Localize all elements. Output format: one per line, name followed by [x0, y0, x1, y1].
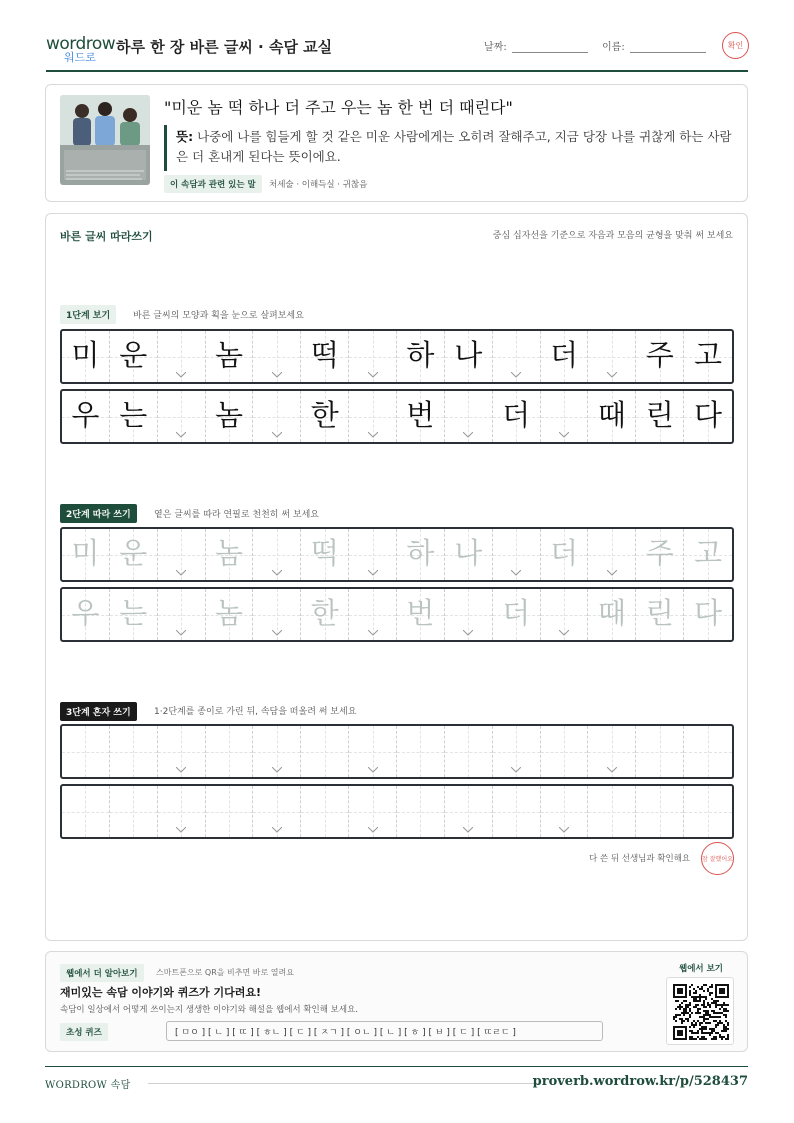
grid-char: 우 — [71, 596, 100, 630]
space-mark-icon — [463, 827, 473, 833]
grid-cell — [541, 331, 589, 382]
grid-char: 고 — [694, 536, 723, 570]
footer-brand: WORDROW 속담 — [45, 1080, 131, 1091]
grid-cell — [684, 331, 732, 382]
grid-cell — [158, 589, 206, 640]
footer-divider — [45, 1066, 748, 1067]
grid-char: 번 — [406, 398, 435, 432]
grid-cell — [62, 589, 110, 640]
grid-cell — [397, 589, 445, 640]
grid-cell — [493, 331, 541, 382]
grid-char: 주 — [645, 338, 674, 372]
space-mark-icon — [368, 372, 378, 378]
grid-cell — [684, 391, 732, 442]
proverb-illustration — [60, 95, 150, 185]
grid-char: 우 — [71, 398, 100, 432]
space-mark-icon — [607, 570, 617, 576]
page-title: 하루 한 장 바른 글씨 · 속담 교실 — [116, 38, 333, 56]
grid-cell — [636, 529, 684, 580]
grid-char: 더 — [549, 536, 578, 570]
step2-desc: 옅은 글씨를 따라 연필로 천천히 써 보세요 — [154, 510, 319, 520]
related-label: 이 속담과 관련 있는 말 — [164, 175, 262, 193]
name-field[interactable] — [630, 52, 706, 53]
grid-cell — [588, 529, 636, 580]
grid-cell — [206, 331, 254, 382]
grid-char: 떡 — [310, 536, 339, 570]
grid-cell — [493, 391, 541, 442]
well-done-stamp: 참 잘했어요 — [701, 842, 734, 875]
space-mark-icon — [463, 432, 473, 438]
grid-cell — [206, 786, 254, 837]
space-mark-icon — [368, 432, 378, 438]
space-mark-icon — [176, 570, 186, 576]
grid-cell — [62, 331, 110, 382]
footer-url[interactable]: proverb.wordrow.kr/p/528437 — [532, 1074, 748, 1089]
qr-code-icon — [673, 984, 729, 1040]
grid-cell — [110, 589, 158, 640]
grid-cell — [110, 391, 158, 442]
grid-char: 더 — [549, 338, 578, 372]
proverb-text: "미운 놈 떡 하나 더 주고 우는 놈 한 번 더 때린다" — [164, 98, 513, 117]
space-mark-icon — [272, 432, 282, 438]
grid-cell — [445, 726, 493, 777]
space-mark-icon — [272, 630, 282, 636]
grid-cell — [253, 726, 301, 777]
grid-char: 하 — [406, 536, 435, 570]
grid-cell — [253, 391, 301, 442]
grid-char: 운 — [119, 338, 148, 372]
practice-title: 바른 글씨 따라쓰기 — [60, 230, 153, 243]
grid-cell — [445, 529, 493, 580]
grid-char: 놈 — [214, 398, 243, 432]
space-mark-icon — [463, 630, 473, 636]
grid-cell — [158, 786, 206, 837]
grid-cell — [253, 589, 301, 640]
web-description: 속담이 일상에서 어떻게 쓰이는지 생생한 이야기와 해설을 웹에서 확인해 보세요. — [60, 1005, 358, 1015]
space-mark-icon — [368, 827, 378, 833]
space-mark-icon — [607, 767, 617, 773]
space-mark-icon — [272, 827, 282, 833]
grid-cell — [541, 726, 589, 777]
grid-cell — [206, 529, 254, 580]
web-more-tag: 웹에서 더 알아보기 — [60, 964, 144, 982]
grid-cell — [541, 529, 589, 580]
grid-cell — [397, 391, 445, 442]
grid-cell — [158, 331, 206, 382]
step1-desc: 바른 글씨의 모양과 획을 눈으로 살펴보세요 — [133, 311, 304, 321]
date-field[interactable] — [512, 52, 588, 53]
grid-cell — [493, 589, 541, 640]
grid-char: 더 — [502, 398, 531, 432]
space-mark-icon — [511, 570, 521, 576]
meaning-label: 뜻: — [176, 129, 194, 144]
grid-cell — [158, 726, 206, 777]
step3-line2[interactable] — [60, 784, 734, 839]
step1-line2 — [60, 389, 734, 444]
grid-cell — [397, 786, 445, 837]
grid-cell — [397, 726, 445, 777]
grid-cell — [397, 529, 445, 580]
check-instruction: 다 쓴 뒤 선생님과 확인해요 — [589, 854, 691, 864]
grid-cell — [541, 786, 589, 837]
grid-char: 더 — [502, 596, 531, 630]
step2-line1[interactable] — [60, 527, 734, 582]
space-mark-icon — [559, 827, 569, 833]
grid-cell — [588, 391, 636, 442]
grid-cell — [110, 331, 158, 382]
grid-cell — [206, 391, 254, 442]
space-mark-icon — [272, 767, 282, 773]
space-mark-icon — [272, 372, 282, 378]
grid-cell — [684, 589, 732, 640]
grid-cell — [397, 331, 445, 382]
grid-cell — [541, 391, 589, 442]
grid-cell — [684, 786, 732, 837]
grid-cell — [541, 589, 589, 640]
qr-code[interactable] — [666, 977, 734, 1045]
grid-cell — [301, 726, 349, 777]
grid-cell — [349, 391, 397, 442]
step2-label: 2단계 따라 쓰기 — [60, 504, 137, 523]
grid-char: 때 — [597, 398, 626, 432]
grid-char: 놈 — [214, 338, 243, 372]
space-mark-icon — [176, 432, 186, 438]
grid-char: 한 — [310, 398, 339, 432]
grid-cell — [301, 786, 349, 837]
grid-cell — [62, 391, 110, 442]
grid-cell — [349, 726, 397, 777]
practice-guide: 중심 십자선을 기준으로 자음과 모음의 균형을 맞춰 써 보세요 — [492, 231, 733, 241]
chosung-quiz: [ ㅁㅇ ] [ ㄴ ] [ ㄸ ] [ ㅎㄴ ] [ ㄷ ] [ ㅈㄱ ] [ ㅇㄴ ] [ ㄴ ] [ ㅎ ] [ ㅂ ] [ ㄷ ] [ ㄸㄹㄷ ] — [166, 1021, 603, 1041]
grid-char: 미 — [71, 536, 100, 570]
grid-cell — [493, 529, 541, 580]
illustration-image — [60, 95, 150, 185]
grid-cell — [445, 786, 493, 837]
space-mark-icon — [176, 372, 186, 378]
grid-char: 고 — [694, 338, 723, 372]
space-mark-icon — [511, 767, 521, 773]
page-header — [46, 28, 748, 72]
grid-char: 놈 — [214, 536, 243, 570]
grid-char: 때 — [597, 596, 626, 630]
grid-cell — [206, 726, 254, 777]
meaning-text — [176, 127, 736, 167]
grid-cell — [110, 786, 158, 837]
name-label: 이름: — [602, 42, 625, 53]
step3-line1[interactable] — [60, 724, 734, 779]
logo-text: wordrow — [46, 34, 116, 54]
grid-cell — [588, 786, 636, 837]
grid-cell — [301, 331, 349, 382]
grid-char: 번 — [406, 596, 435, 630]
qr-label: 웹에서 보기 — [679, 964, 724, 974]
grid-cell — [62, 786, 110, 837]
step1-line1 — [60, 329, 734, 384]
grid-cell — [301, 391, 349, 442]
grid-cell — [158, 391, 206, 442]
space-mark-icon — [368, 630, 378, 636]
logo-subtext: 워드로 — [64, 51, 96, 64]
grid-cell — [349, 529, 397, 580]
grid-cell — [588, 331, 636, 382]
grid-cell — [62, 529, 110, 580]
grid-cell — [493, 726, 541, 777]
grid-cell — [253, 786, 301, 837]
grid-char: 떡 — [310, 338, 339, 372]
grid-cell — [636, 589, 684, 640]
step1-label: 1단계 보기 — [60, 305, 116, 324]
qr-tip: 스마트폰으로 QR을 비추면 바로 열려요 — [156, 968, 294, 977]
grid-char: 하 — [406, 338, 435, 372]
grid-cell — [445, 331, 493, 382]
grid-cell — [253, 331, 301, 382]
grid-cell — [253, 529, 301, 580]
grid-char: 나 — [454, 536, 483, 570]
grid-cell — [636, 331, 684, 382]
grid-cell — [636, 391, 684, 442]
space-mark-icon — [368, 767, 378, 773]
quiz-label: 초성 퀴즈 — [60, 1023, 108, 1041]
grid-cell — [588, 589, 636, 640]
confirm-stamp: 확인 — [722, 32, 749, 59]
grid-cell — [636, 726, 684, 777]
grid-cell — [349, 786, 397, 837]
footer-line — [148, 1083, 538, 1084]
grid-char: 다 — [694, 596, 723, 630]
web-more-box — [45, 951, 748, 1052]
grid-char: 미 — [71, 338, 100, 372]
grid-cell — [301, 589, 349, 640]
grid-char: 운 — [119, 536, 148, 570]
grid-cell — [110, 529, 158, 580]
grid-cell — [349, 331, 397, 382]
grid-cell — [110, 726, 158, 777]
grid-cell — [206, 589, 254, 640]
grid-char: 다 — [694, 398, 723, 432]
grid-cell — [684, 726, 732, 777]
space-mark-icon — [607, 372, 617, 378]
date-label: 날짜: — [484, 42, 507, 53]
web-headline: 재미있는 속담 이야기와 퀴즈가 기다려요! — [60, 986, 261, 999]
grid-cell — [301, 529, 349, 580]
grid-cell — [445, 391, 493, 442]
grid-cell — [158, 529, 206, 580]
space-mark-icon — [176, 827, 186, 833]
grid-char: 린 — [645, 596, 674, 630]
related-words: 처세술 · 이해득실 · 귀찮음 — [269, 180, 368, 190]
grid-cell — [62, 726, 110, 777]
space-mark-icon — [176, 767, 186, 773]
grid-char: 한 — [310, 596, 339, 630]
grid-cell — [349, 589, 397, 640]
meaning-body: 나중에 나를 힘들게 할 것 같은 미운 사람에게는 오히려 잘해주고, 지금 당장 나를 귀찮게 하는 사람은 더 혼내게 된다는 뜻이에요. — [176, 129, 732, 164]
grid-char: 나 — [454, 338, 483, 372]
grid-cell — [588, 726, 636, 777]
grid-cell — [636, 786, 684, 837]
space-mark-icon — [511, 372, 521, 378]
space-mark-icon — [559, 432, 569, 438]
grid-cell — [493, 786, 541, 837]
proverb-card — [45, 84, 748, 202]
step3-label: 3단계 혼자 쓰기 — [60, 702, 137, 721]
step3-desc: 1·2단계를 종이로 가린 뒤, 속담을 떠올려 써 보세요 — [154, 707, 357, 717]
space-mark-icon — [559, 630, 569, 636]
grid-char: 주 — [645, 536, 674, 570]
grid-cell — [684, 529, 732, 580]
grid-char: 놈 — [214, 596, 243, 630]
grid-char: 린 — [645, 398, 674, 432]
space-mark-icon — [368, 570, 378, 576]
grid-cell — [445, 589, 493, 640]
space-mark-icon — [176, 630, 186, 636]
space-mark-icon — [272, 570, 282, 576]
step2-line2[interactable] — [60, 587, 734, 642]
meaning-accent-bar — [164, 125, 167, 171]
grid-char: 는 — [119, 398, 148, 432]
grid-char: 는 — [119, 596, 148, 630]
